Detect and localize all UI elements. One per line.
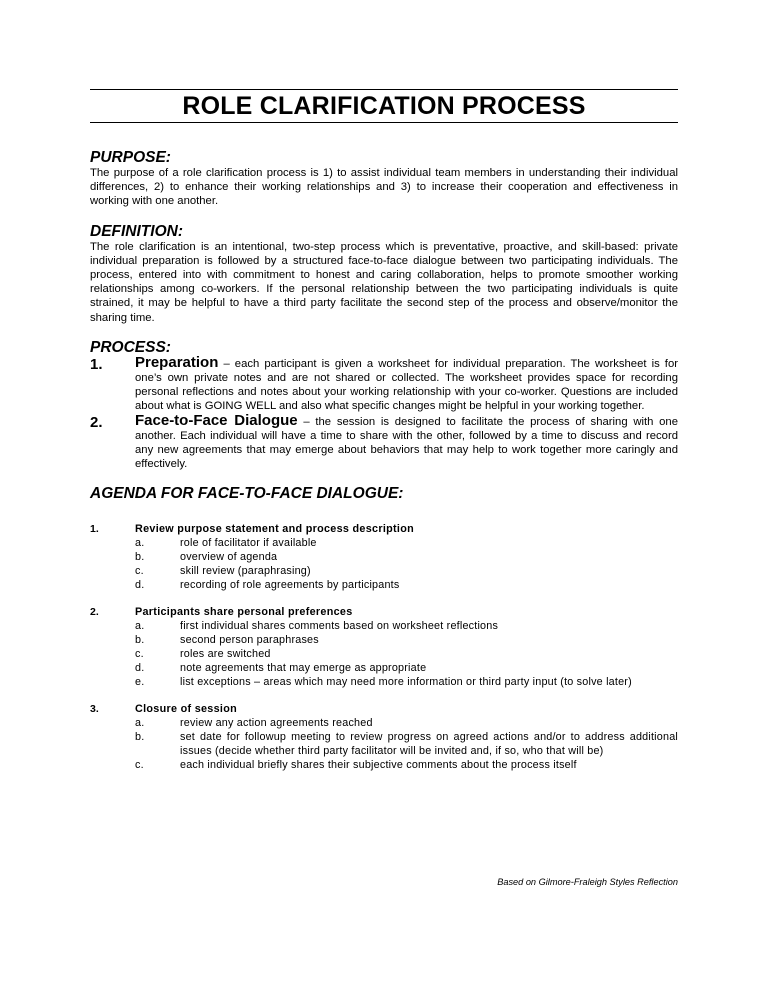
agenda-subitem <box>135 716 678 730</box>
process-item-heading: Preparation <box>135 353 219 371</box>
agenda-item-number: 1. <box>90 523 99 536</box>
subitem-letter: c. <box>135 648 144 661</box>
process-item-number: 2. <box>90 413 103 431</box>
definition-text: The role clarification is an intentional, two-step process which is preventative, proactive, and skill-based: private individual preparation is followed by a structured face-to-face dialogue between two participating individuals. The process, entered into with commitment to honest and caring collaboration, helps to promote smoother working relationships among co-workers. If the personal relationship between the two participating individuals is quite strained, it may be helpful to have a third party facilitate the second step of the process and observe/monitor the sharing time. <box>90 240 678 324</box>
agenda-subitem <box>135 758 678 772</box>
subitem-letter: c. <box>135 759 144 772</box>
subitem-letter: e. <box>135 676 145 689</box>
purpose-text: The purpose of a role clarification process is 1) to assist individual team members in understanding their individual differences, 2) to enhance their working relationships and 3) to increase their cooperation and effectiveness in working with one another. <box>90 167 678 208</box>
subitem-letter: c. <box>135 565 144 578</box>
process-heading: PROCESS: <box>90 338 171 356</box>
agenda-subitem <box>135 633 678 647</box>
agenda-item-number: 2. <box>90 606 99 619</box>
process-item-text: – each participant is given a worksheet for individual preparation. The worksheet is for one’s own private notes and are not shared or collected. The worksheet provides space for recording personal reflections and notes about your working relationship with your co-worker. Questions are included about what is GOING WELL and also what specific changes might be helpful in your working together. <box>135 357 678 413</box>
agenda-item <box>90 702 678 772</box>
process-item <box>90 411 678 472</box>
subitem-text: overview of agenda <box>180 551 278 564</box>
agenda-subitem <box>135 661 678 675</box>
agenda-subitem <box>135 619 678 633</box>
process-item-content <box>135 353 678 414</box>
definition-heading: DEFINITION: <box>90 222 183 240</box>
subitem-text: set date for followup meeting to review progress on agreed actions and/or to address additional issues (decide whether third party facilitator will be invited and, if so, who that will be) <box>180 731 678 758</box>
agenda-item-heading: Participants share personal preferences <box>135 606 353 619</box>
subitem-letter: d. <box>135 662 145 675</box>
agenda-subitem <box>135 730 678 758</box>
subitem-text: list exceptions – areas which may need more information or third party input (to solve later) <box>180 676 632 689</box>
title-block <box>90 89 678 123</box>
process-item-content <box>135 411 678 472</box>
subitem-letter: b. <box>135 551 145 564</box>
page-title: ROLE CLARIFICATION PROCESS <box>182 92 586 120</box>
definition-section <box>90 223 678 325</box>
subitem-text: note agreements that may emerge as appropriate <box>180 662 427 675</box>
subitem-text: role of facilitator if available <box>180 537 317 550</box>
subitem-text: roles are switched <box>180 648 271 661</box>
agenda-subitem <box>135 536 678 550</box>
agenda-item-heading: Closure of session <box>135 703 237 716</box>
subitem-letter: b. <box>135 731 145 744</box>
agenda-subitem <box>135 564 678 578</box>
agenda-item <box>90 605 678 689</box>
process-item-heading: Face-to-Face Dialogue <box>135 411 298 429</box>
subitem-letter: a. <box>135 717 145 730</box>
process-item <box>90 353 678 414</box>
subitem-text: skill review (paraphrasing) <box>180 565 311 578</box>
subitem-letter: a. <box>135 620 145 633</box>
document-page <box>90 89 678 785</box>
process-item-text: – the session is designed to facilitate the process of sharing with one another. Each individual will have a time to share with the other, followed by a time to discuss and record any new agreements that may emerge about behaviors that may help to work together more caringly and effectively. <box>135 415 678 471</box>
agenda-item-number: 3. <box>90 703 99 716</box>
subitem-letter: a. <box>135 537 145 550</box>
subitem-text: review any action agreements reached <box>180 717 373 730</box>
subitem-text: recording of role agreements by participants <box>180 579 400 592</box>
subitem-letter: b. <box>135 634 145 647</box>
subitem-text: first individual shares comments based on worksheet reflections <box>180 620 499 633</box>
process-section <box>90 339 678 472</box>
subitem-letter: d. <box>135 579 145 592</box>
agenda-subitem <box>135 647 678 661</box>
agenda-item <box>90 522 678 592</box>
agenda-subitem <box>135 578 678 592</box>
purpose-section <box>90 149 678 209</box>
purpose-heading: PURPOSE: <box>90 149 171 166</box>
process-item-number: 1. <box>90 355 103 373</box>
agenda-item-heading: Review purpose statement and process description <box>135 523 414 536</box>
subitem-text: each individual briefly shares their subjective comments about the process itself <box>180 759 577 772</box>
agenda-subitem <box>135 675 678 689</box>
subitem-text: second person paraphrases <box>180 634 319 647</box>
footer-credit: Based on Gilmore-Fraleigh Styles Reflection <box>497 877 678 887</box>
agenda-subitem <box>135 550 678 564</box>
agenda-heading: AGENDA FOR FACE-TO-FACE DIALOGUE: <box>90 485 404 503</box>
